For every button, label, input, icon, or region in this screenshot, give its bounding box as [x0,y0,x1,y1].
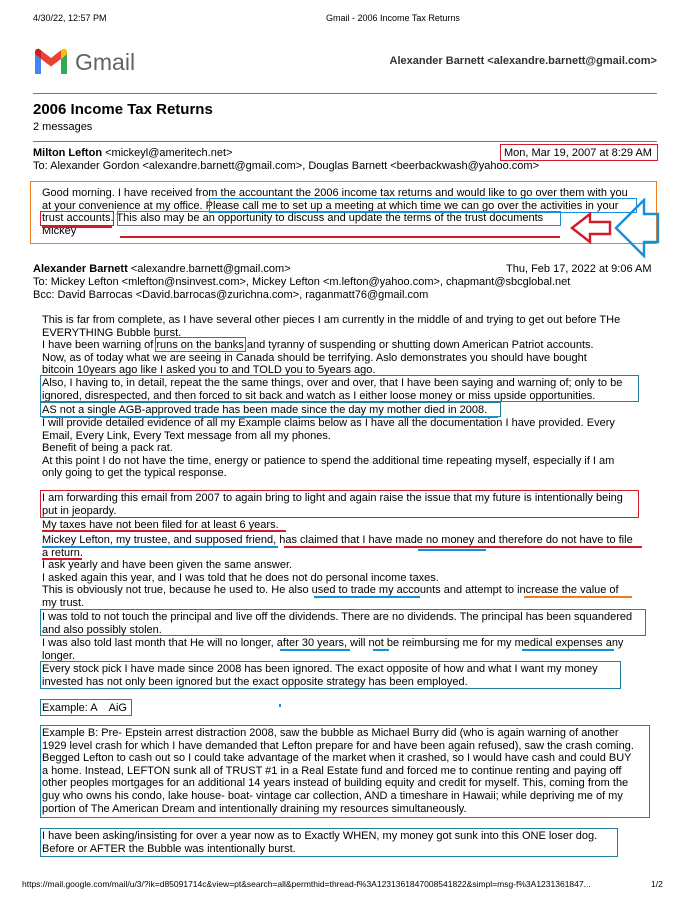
underline [42,416,498,418]
underline [42,546,278,548]
message1-line: trust accounts. This also may be an opportunity to discuss and update the terms of the trust documents [42,212,544,225]
forwarding-highlight-box [40,490,639,518]
header-divider [33,93,657,94]
stock-pick-box [40,661,621,689]
underline [280,649,350,651]
underline [42,226,112,228]
gmail-wordmark: Gmail [75,49,136,75]
account-identity: Alexander Barnett <alexandre.barnett@gmail.com> [389,55,657,67]
underline [373,649,389,651]
underline [284,546,642,548]
stray-mark [279,704,281,707]
underline [42,558,82,560]
gmail-m-icon [33,48,69,75]
message2-paragraph: Every stock pick I have made since 2008 has been ignored. The exact opposite of how and what I want my money invested has not only been ignored but the exact opposite strategy has been employed. [42,663,598,688]
ignored-highlight-box [40,375,639,402]
message2-paragraph: I have been asking/insisting for over a year now as to Exactly WHEN, my money got sunk into this ONE loser dog. Before or AFTER the Bubble was intentionally burst. [42,830,598,855]
message2-paragraph: My taxes have not been filed for at least 6 years. [42,519,279,531]
message2-recipients: To: Mickey Lefton <mlefton@nsinvest.com>, Mickey Lefton <m.lefton@yahoo.com>, chapmant@sbcglobal.net [33,276,571,288]
thread-subject: 2006 Income Tax Returns [33,101,213,118]
message2-paragraph: I am forwarding this email from 2007 to again bring to light and again raise the issue that my future is intentionally being put in jeopardy. [42,492,623,517]
underline [120,236,560,238]
message2-paragraph: I was told to not touch the principal and live off the dividends. There are no dividends. The principal has been squandered and also possibly stolen. [42,611,633,636]
footer-url[interactable]: https://mail.google.com/mail/u/3/?ik=d85091714c&view=pt&search=all&permthid=thread-f%3A1231361847008541822&simpl=msg-f%3A1231361847... [22,879,591,889]
message2-date: Thu, Feb 17, 2022 at 9:06 AM [506,263,652,275]
trust-terms-box [117,211,561,226]
underline [522,649,614,651]
message2-paragraph: I was also told last month that He will no longer, after 30 years, will not be reimbursing me for my medical expenses any longer. [42,637,624,662]
message2-paragraph: Example: A AiG [42,702,127,714]
message2-from-name: Alexander Barnett [33,263,128,275]
message2-paragraph: Also, I having to, in detail, repeat the the same things, over and over, that I have been saying and warning of; only to be ignored, disrespected, and then forced to sit back and watch as I either loose money or miss upside opportunities. [42,377,623,402]
trust-accounts-box [40,211,114,226]
message-count: 2 messages [33,121,93,133]
underline [418,549,486,551]
principal-highlight-box [40,609,646,636]
message2-paragraph: AS not a single AGB-approved trade has been made since the day my mother died in 2008. [42,404,488,416]
underline [314,596,420,598]
message1-sender [33,147,232,160]
exactly-when-box [40,828,618,857]
message2-bcc: Bcc: David Barrocas <David.barrocas@zurichna.com>, raganmatt76@gmail.com [33,289,429,301]
print-datetime: 4/30/22, 12:57 PM [33,13,107,23]
message2-paragraph: Mickey Lefton, my trustee, and supposed friend, has claimed that I have made no money and therefore do not have to file a return. I ask yearly and have been given the same answer. I asked again this year, and I was told that he does not do personal income taxes. This is obviously not true, because he used to. He also used to trade my accounts and attempt to increase the value of my trust. [42,534,633,609]
runs-on-banks-box [155,337,246,352]
annotation-arrows-icon [570,198,660,260]
message1-line: at your convenience at my office. Please call me to set up a meeting at which time we can go over the activities in your [42,199,619,212]
message2-paragraph: I will provide detailed evidence of all my Example claims below as I have all the documentation I have provided. Every Email, Every Link, Every Text message from all my phones. Benefit of being a pack rat. At this point I do not have the time, energy or patience to spend the additional time repeating myself, especially if I am only going to get the typical response. [42,417,615,480]
message1-from-email[interactable]: <mickeyl@ameritech.net> [105,147,233,159]
message1-from-name: Milton Lefton [33,147,103,159]
message1-date: Mon, Mar 19, 2007 at 8:29 AM [504,147,652,159]
example-b-box [40,725,650,818]
message1-recipients: To: Alexander Gordon <alexandre.barnett@gmail.com>, Douglas Barnett <beerbackwash@yahoo.com> [33,160,540,172]
print-title: Gmail - 2006 Income Tax Returns [326,13,460,23]
message2-paragraph: This is far from complete, as I have several other pieces I am currently in the middle of and trying to get out before THe EVERYTHING Bubble burst. I have been warning of runs on the banks and tyranny of suspending or shutting down American Patriot accounts. Now, as of today what we are seeing in Canada should be terrifying. Aslo demonstrates you should have bought bitcoin 10years ago like I asked you to and TOLD you to 5years ago. [42,314,621,377]
page-number: 1/2 [651,879,663,889]
message2-from-email[interactable]: <alexandre.barnett@gmail.com> [130,263,291,275]
gmail-logo[interactable] [33,46,141,80]
agb-trade-box [40,402,501,417]
subject-divider [33,141,657,142]
message1-line: Good morning. I have received from the accountant the 2006 income tax returns and would like to go over them with you [42,187,628,199]
message2-paragraph: Example B: Pre- Epstein arrest distraction 2008, saw the bubble as Michael Burry did (who is again warning of another 1929 level crash for which I have demanded that Lefton prepare for and have been again refused), saw the crash coming. Begged Lefton to cash out so I could take advantage of the market when it crashed, so I would have cash and could BUY a home. Instead, LEFTON sunk all of TRUST #1 in a Real Estate fund and forced me to continue renting and paying off other peoples mortgages for an additional 14 years instead of building equity and credit for myself. This, coming from the guy who owns his condo, lake house- boat- vintage car collection, AND a timeshare in Hawaii; while depriving me of my portion of The American Dream and intentionally draining my resources simultaneously. [42,727,634,815]
example-a-box [40,699,132,716]
date-highlight-box [500,144,658,161]
underline [42,530,286,532]
message2-sender [33,263,291,276]
underline [524,596,632,598]
message1-line: Mickey [42,224,77,237]
